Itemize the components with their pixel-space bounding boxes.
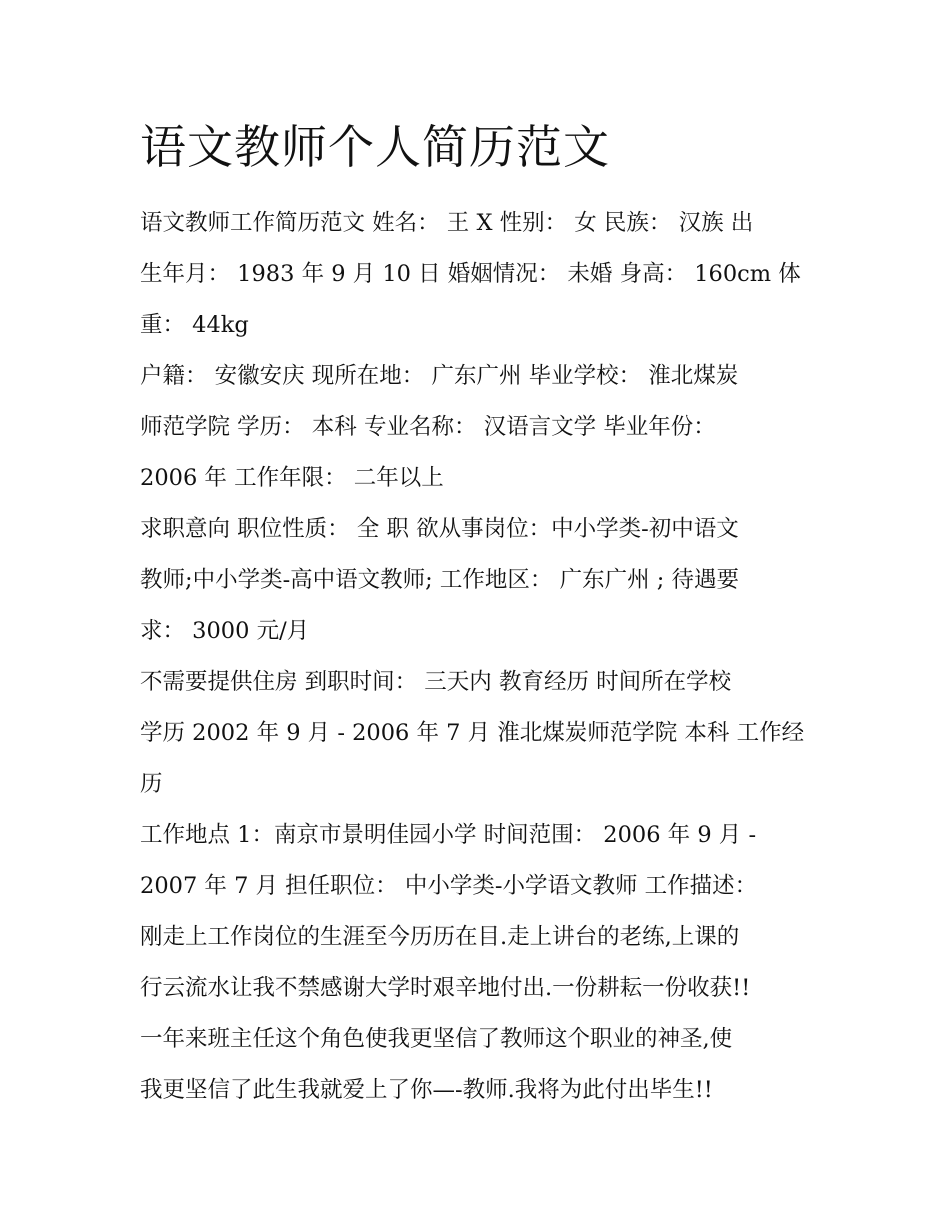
body-line: 一年来班主任这个角色使我更坚信了教师这个职业的神圣,使 — [140, 1026, 733, 1052]
body-line: 语文教师工作简历范文 姓名： 王 X 性别： 女 民族： 汉族 出 — [140, 210, 754, 236]
body-line: 师范学院 学历： 本科 专业名称： 汉语言文学 毕业年份： — [140, 414, 716, 440]
body-line: 2006 年 工作年限： 二年以上 — [140, 465, 444, 491]
body-line: 历 — [140, 771, 163, 797]
body-line: 重： 44kg — [140, 312, 249, 338]
body-line: 求职意向 职位性质： 全 职 欲从事岗位：中小学类-初中语文 — [140, 516, 739, 542]
body-line: 2007 年 7 月 担任职位： 中小学类-小学语文教师 工作描述： — [140, 873, 758, 899]
body-line: 我更坚信了此生我就爱上了你—-教师.我将为此付出毕生!! — [140, 1077, 713, 1103]
document-body — [140, 198, 812, 1116]
body-line: 工作地点 1：南京市景明佳园小学 时间范围： 2006 年 9 月 - — [140, 822, 757, 848]
body-line: 刚走上工作岗位的生涯至今历历在目.走上讲台的老练,上课的 — [140, 924, 740, 950]
body-line: 户籍： 安徽安庆 现所在地： 广东广州 毕业学校： 淮北煤炭 — [140, 363, 739, 389]
body-line: 教师;中小学类-高中语文教师; 工作地区： 广东广州 ; 待遇要 — [140, 567, 739, 593]
body-line: 生年月： 1983 年 9 月 10 日 婚姻情况： 未婚 身高： 160cm 体 — [140, 261, 801, 287]
body-line: 不需要提供住房 到职时间： 三天内 教育经历 时间所在学校 — [140, 669, 732, 695]
body-line: 学历 2002 年 9 月 - 2006 年 7 月 淮北煤炭师范学院 本科 工作经 — [140, 720, 805, 746]
body-line: 行云流水让我不禁感谢大学时艰辛地付出.一份耕耘一份收获!! — [140, 975, 751, 1001]
body-line: 求： 3000 元/月 — [140, 618, 310, 644]
document-title: 语文教师个人简历范文 — [140, 120, 610, 174]
